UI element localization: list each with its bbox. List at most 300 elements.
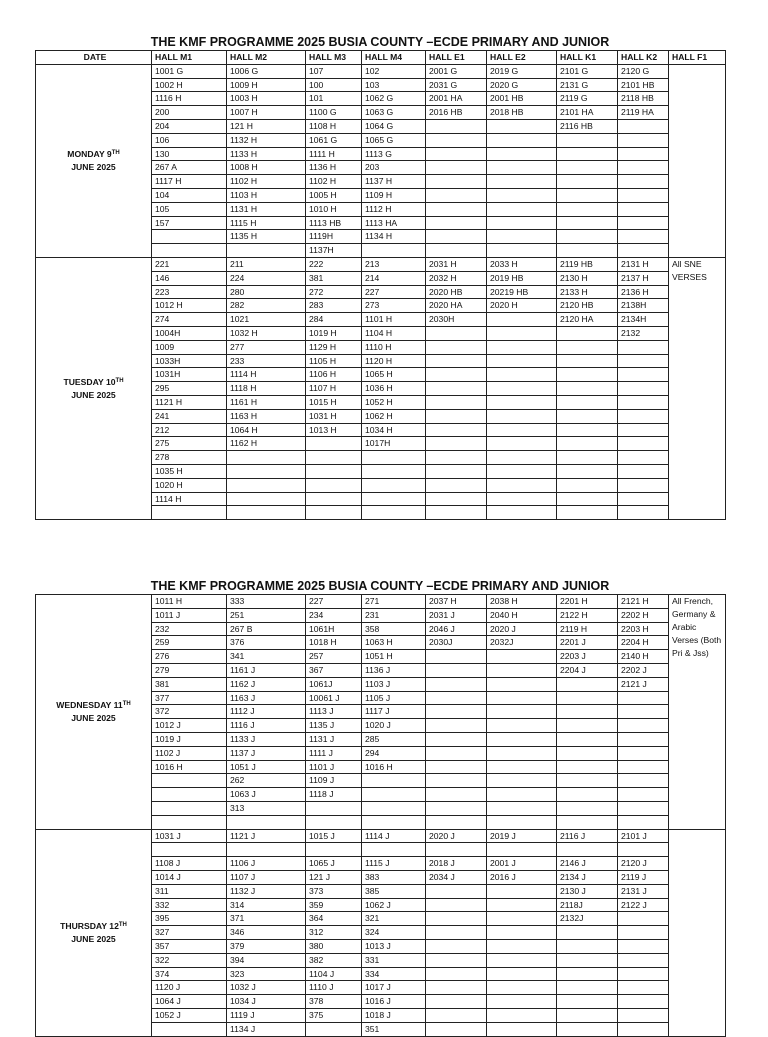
schedule-cell: 341 [227, 650, 306, 664]
schedule-cell [487, 161, 557, 175]
schedule-cell: 2204 H [618, 636, 669, 650]
schedule-cell: 1104 H [362, 326, 426, 340]
schedule-cell: 2101 HB [618, 78, 669, 92]
schedule-cell: 1036 H [362, 382, 426, 396]
schedule-cell [487, 719, 557, 733]
schedule-cell [426, 650, 487, 664]
schedule-cell [426, 732, 487, 746]
schedule-cell: 1131 J [306, 732, 362, 746]
schedule-cell [487, 216, 557, 230]
schedule-cell [618, 147, 669, 161]
schedule-cell: 381 [152, 677, 227, 691]
schedule-cell: 2131 J [618, 884, 669, 898]
schedule-cell: 372 [152, 705, 227, 719]
schedule-cell: 1062 G [362, 92, 426, 106]
schedule-cell: 2134 J [557, 870, 618, 884]
schedule-cell: 1031 H [306, 409, 362, 423]
schedule-cell [306, 478, 362, 492]
schedule-cell: 1102 J [152, 746, 227, 760]
schedule-cell [557, 451, 618, 465]
schedule-cell: 2032J [487, 636, 557, 650]
schedule-cell: 2019 G [487, 64, 557, 78]
schedule-cell: 331 [362, 953, 426, 967]
schedule-cell: 385 [362, 884, 426, 898]
schedule-cell [557, 409, 618, 423]
schedule-cell: 379 [227, 939, 306, 953]
schedule-cell [557, 395, 618, 409]
schedule-cell: 1018 H [306, 636, 362, 650]
schedule-cell: 1032 J [227, 981, 306, 995]
schedule-cell: 295 [152, 382, 227, 396]
schedule-cell: 2119 H [557, 622, 618, 636]
schedule-cell [618, 409, 669, 423]
schedule-cell [487, 478, 557, 492]
schedule-cell [362, 843, 426, 857]
schedule-cell [557, 788, 618, 802]
schedule-cell [306, 451, 362, 465]
schedule-cell [487, 884, 557, 898]
schedule-cell [487, 423, 557, 437]
schedule-cell: 277 [227, 340, 306, 354]
schedule-cell: 223 [152, 285, 227, 299]
schedule-cell: 1110 J [306, 981, 362, 995]
schedule-cell: 1012 H [152, 299, 227, 313]
schedule-cell [487, 788, 557, 802]
date-cell [36, 257, 152, 519]
schedule-cell [426, 663, 487, 677]
schedule-cell: 1106 H [306, 368, 362, 382]
table-row [36, 64, 726, 78]
schedule-cell [487, 313, 557, 327]
schedule-cell: 381 [306, 271, 362, 285]
schedule-cell: 2116 HB [557, 119, 618, 133]
schedule-cell [487, 506, 557, 520]
schedule-cell: 1111 J [306, 746, 362, 760]
schedule-cell [362, 492, 426, 506]
schedule-cell [426, 967, 487, 981]
schedule-cell: 367 [306, 663, 362, 677]
schedule-cell: 322 [152, 953, 227, 967]
schedule-cell: 1052 J [152, 1008, 227, 1022]
schedule-cell [487, 202, 557, 216]
schedule-cell [426, 912, 487, 926]
schedule-cell: 2203 H [618, 622, 669, 636]
schedule-cell [426, 161, 487, 175]
schedule-cell: 274 [152, 313, 227, 327]
schedule-cell [618, 188, 669, 202]
programme-title: THE KMF PROGRAMME 2025 BUSIA COUNTY –ECDE PRIMARY AND JUNIOR [150, 35, 610, 49]
schedule-cell [557, 843, 618, 857]
schedule-cell: 2121 H [618, 595, 669, 609]
schedule-cell: 1161 J [227, 663, 306, 677]
schedule-cell: 1006 G [227, 64, 306, 78]
schedule-cell [426, 451, 487, 465]
schedule-cell [487, 774, 557, 788]
schedule-cell: 1061 G [306, 133, 362, 147]
schedule-cell [618, 926, 669, 940]
schedule-cell: 1163 J [227, 691, 306, 705]
schedule-cell: 359 [306, 898, 362, 912]
schedule-cell [227, 506, 306, 520]
schedule-cell: 2130 J [557, 884, 618, 898]
schedule-cell: 1032 H [227, 326, 306, 340]
day-ordinal-suffix: TH [111, 149, 120, 156]
day-label: THURSDAY 12 [60, 920, 119, 931]
schedule-cell: 321 [362, 912, 426, 926]
schedule-cell [487, 760, 557, 774]
date-cell [36, 595, 152, 830]
schedule-cell: 1003 H [227, 92, 306, 106]
schedule-sheet-1 [35, 34, 725, 520]
schedule-cell: 2132 [618, 326, 669, 340]
schedule-cell: 1110 H [362, 340, 426, 354]
schedule-cell: 1063 J [227, 788, 306, 802]
schedule-cell [487, 395, 557, 409]
schedule-cell: 294 [362, 746, 426, 760]
schedule-cell: 378 [306, 995, 362, 1009]
schedule-cell [426, 801, 487, 815]
schedule-cell [487, 326, 557, 340]
schedule-cell: 2201 J [557, 636, 618, 650]
schedule-cell [557, 202, 618, 216]
schedule-cell: 283 [306, 299, 362, 313]
schedule-cell [487, 953, 557, 967]
schedule-cell: 1019 H [306, 326, 362, 340]
schedule-cell [557, 995, 618, 1009]
schedule-cell: 2020 H [487, 299, 557, 313]
schedule-cell [152, 843, 227, 857]
schedule-cell [426, 354, 487, 368]
programme-title: THE KMF PROGRAMME 2025 BUSIA COUNTY –ECDE PRIMARY AND JUNIOR [150, 579, 610, 593]
schedule-cell: 157 [152, 216, 227, 230]
schedule-cell [487, 230, 557, 244]
schedule-cell: 2131 G [557, 78, 618, 92]
schedule-cell [426, 843, 487, 857]
schedule-cell: 1121 H [152, 395, 227, 409]
schedule-cell [227, 815, 306, 829]
schedule-cell: 2033 H [487, 257, 557, 271]
schedule-cell: 2138H [618, 299, 669, 313]
schedule-cell [426, 119, 487, 133]
hall-f1-note: All SNE VERSES [669, 257, 726, 519]
schedule-cell: 1114 H [227, 368, 306, 382]
schedule-cell: 1031H [152, 368, 227, 382]
schedule-cell [487, 354, 557, 368]
schedule-cell [227, 843, 306, 857]
schedule-cell: 2019 HB [487, 271, 557, 285]
schedule-cell: 383 [362, 870, 426, 884]
schedule-cell: 102 [362, 64, 426, 78]
schedule-cell [618, 340, 669, 354]
schedule-cell: 1017H [362, 437, 426, 451]
schedule-cell: 1118 H [227, 382, 306, 396]
schedule-cell: 1113 J [306, 705, 362, 719]
schedule-cell [618, 175, 669, 189]
schedule-cell: 2201 H [557, 595, 618, 609]
schedule-cell [487, 119, 557, 133]
schedule-cell: 204 [152, 119, 227, 133]
schedule-cell: 1115 H [227, 216, 306, 230]
hall-f1-note [669, 829, 726, 1036]
schedule-cell [487, 732, 557, 746]
schedule-cell [618, 967, 669, 981]
schedule-cell [487, 133, 557, 147]
schedule-cell [426, 133, 487, 147]
schedule-cell [426, 705, 487, 719]
schedule-cell [557, 705, 618, 719]
schedule-cell: 2018 HB [487, 106, 557, 120]
schedule-cell: 1132 H [227, 133, 306, 147]
schedule-cell [487, 663, 557, 677]
schedule-cell: 312 [306, 926, 362, 940]
schedule-cell: 2202 H [618, 608, 669, 622]
schedule-cell: 1051 H [362, 650, 426, 664]
schedule-cell: 311 [152, 884, 227, 898]
schedule-cell [487, 815, 557, 829]
schedule-cell: 2131 H [618, 257, 669, 271]
schedule-cell [487, 492, 557, 506]
schedule-cell: 1033H [152, 354, 227, 368]
schedule-cell [618, 705, 669, 719]
schedule-cell: 1135 J [306, 719, 362, 733]
schedule-cell: 1051 J [227, 760, 306, 774]
schedule-cell: 1013 J [362, 939, 426, 953]
schedule-cell [557, 437, 618, 451]
schedule-cell: 2146 J [557, 857, 618, 871]
schedule-cell [618, 1008, 669, 1022]
schedule-cell [618, 843, 669, 857]
schedule-cell: 1062 J [362, 898, 426, 912]
schedule-cell: 103 [362, 78, 426, 92]
schedule-cell [618, 354, 669, 368]
schedule-cell: 1114 H [152, 492, 227, 506]
schedule-cell: 2122 J [618, 898, 669, 912]
schedule-cell: 314 [227, 898, 306, 912]
schedule-cell: 1105 J [362, 691, 426, 705]
schedule-cell [557, 981, 618, 995]
schedule-cell [618, 244, 669, 258]
schedule-cell: 2120 J [618, 857, 669, 871]
schedule-cell: 2020 HA [426, 299, 487, 313]
schedule-cell [426, 409, 487, 423]
schedule-cell [426, 437, 487, 451]
schedule-cell [618, 815, 669, 829]
schedule-cell [426, 244, 487, 258]
schedule-cell [487, 1022, 557, 1036]
schedule-cell: 200 [152, 106, 227, 120]
schedule-cell: 1118 J [306, 788, 362, 802]
schedule-cell: 1103 J [362, 677, 426, 691]
schedule-cell: 275 [152, 437, 227, 451]
schedule-cell [557, 677, 618, 691]
column-header-hall: HALL M2 [227, 51, 306, 65]
schedule-cell [618, 133, 669, 147]
schedule-cell: 1136 J [362, 663, 426, 677]
schedule-cell: 212 [152, 423, 227, 437]
schedule-cell: 1109 H [362, 188, 426, 202]
schedule-cell: 214 [362, 271, 426, 285]
schedule-cell [557, 161, 618, 175]
schedule-cell: 224 [227, 271, 306, 285]
column-header-hall: HALL M1 [152, 51, 227, 65]
schedule-cell: 231 [362, 608, 426, 622]
schedule-cell: 1116 J [227, 719, 306, 733]
schedule-cell [618, 788, 669, 802]
schedule-cell [618, 691, 669, 705]
schedule-cell: 1161 H [227, 395, 306, 409]
schedule-cell [487, 175, 557, 189]
schedule-cell: 1121 J [227, 829, 306, 843]
schedule-cell: 2101 J [618, 829, 669, 843]
schedule-cell: 1135 H [227, 230, 306, 244]
schedule-cell: 100 [306, 78, 362, 92]
schedule-cell: 203 [362, 161, 426, 175]
schedule-cell [362, 801, 426, 815]
schedule-cell [426, 939, 487, 953]
schedule-cell [557, 1008, 618, 1022]
day-ordinal-suffix: TH [118, 921, 127, 928]
schedule-cell: 2020 J [487, 622, 557, 636]
schedule-cell: 272 [306, 285, 362, 299]
schedule-cell [557, 147, 618, 161]
column-header-hall: HALL E1 [426, 51, 487, 65]
schedule-cell [487, 188, 557, 202]
schedule-cell: 2001 G [426, 64, 487, 78]
schedule-cell [618, 216, 669, 230]
schedule-cell: 1131 H [227, 202, 306, 216]
schedule-cell [618, 437, 669, 451]
schedule-cell: 234 [306, 608, 362, 622]
schedule-cell [227, 244, 306, 258]
schedule-cell [306, 492, 362, 506]
schedule-cell [618, 423, 669, 437]
schedule-cell [362, 788, 426, 802]
schedule-cell: 2132J [557, 912, 618, 926]
schedule-cell [557, 216, 618, 230]
schedule-cell: 1133 J [227, 732, 306, 746]
schedule-cell: 374 [152, 967, 227, 981]
schedule-cell: 285 [362, 732, 426, 746]
schedule-cell: 2040 H [487, 608, 557, 622]
schedule-cell: 213 [362, 257, 426, 271]
column-header-date: DATE [36, 51, 152, 65]
schedule-cell: 2018 J [426, 857, 487, 871]
schedule-cell: 1063 H [362, 636, 426, 650]
schedule-cell: 1015 J [306, 829, 362, 843]
schedule-cell: 1106 J [227, 857, 306, 871]
schedule-cell [487, 705, 557, 719]
schedule-cell [487, 939, 557, 953]
schedule-cell: 1113 HA [362, 216, 426, 230]
schedule-cell [426, 147, 487, 161]
schedule-cell [426, 188, 487, 202]
schedule-cell: 324 [362, 926, 426, 940]
schedule-cell: 2119 J [618, 870, 669, 884]
schedule-cell [618, 119, 669, 133]
schedule-cell [557, 175, 618, 189]
schedule-table [35, 50, 726, 520]
schedule-cell [487, 967, 557, 981]
schedule-cell: 1012 J [152, 719, 227, 733]
schedule-cell: 2038 H [487, 595, 557, 609]
schedule-cell: 2001 HB [487, 92, 557, 106]
schedule-cell [557, 368, 618, 382]
schedule-cell: 2020 G [487, 78, 557, 92]
schedule-cell: 1064 J [152, 995, 227, 1009]
schedule-cell [426, 898, 487, 912]
schedule-cell [487, 451, 557, 465]
schedule-cell: 271 [362, 595, 426, 609]
hall-f1-note [669, 64, 726, 257]
schedule-cell: 1031 J [152, 829, 227, 843]
schedule-cell [557, 326, 618, 340]
schedule-cell [426, 175, 487, 189]
schedule-cell: 121 J [306, 870, 362, 884]
schedule-cell: 2019 J [487, 829, 557, 843]
schedule-cell [426, 464, 487, 478]
schedule-cell: 1111 H [306, 147, 362, 161]
schedule-cell: 1115 J [362, 857, 426, 871]
schedule-cell: 323 [227, 967, 306, 981]
schedule-cell: 276 [152, 650, 227, 664]
schedule-cell [152, 774, 227, 788]
schedule-cell: 1020 J [362, 719, 426, 733]
schedule-cell: 2119 G [557, 92, 618, 106]
schedule-cell: 2119 HB [557, 257, 618, 271]
schedule-cell: 267 A [152, 161, 227, 175]
table-row [36, 595, 726, 609]
schedule-cell: 313 [227, 801, 306, 815]
schedule-cell [306, 843, 362, 857]
schedule-cell [487, 801, 557, 815]
schedule-cell: 2203 J [557, 650, 618, 664]
schedule-cell [618, 719, 669, 733]
schedule-cell: 1120 H [362, 354, 426, 368]
schedule-cell [487, 340, 557, 354]
schedule-cell [487, 147, 557, 161]
day-label: WEDNESDAY 11 [56, 699, 123, 710]
schedule-cell [152, 801, 227, 815]
schedule-cell [618, 451, 669, 465]
schedule-cell [426, 382, 487, 396]
schedule-cell [362, 815, 426, 829]
schedule-cell: 2034 J [426, 870, 487, 884]
schedule-cell: 2120 HA [557, 313, 618, 327]
schedule-cell: 2020 HB [426, 285, 487, 299]
schedule-cell: 1134 J [227, 1022, 306, 1036]
schedule-cell [487, 244, 557, 258]
schedule-cell [426, 884, 487, 898]
schedule-cell [362, 464, 426, 478]
schedule-cell [306, 815, 362, 829]
schedule-cell [426, 746, 487, 760]
schedule-cell [487, 464, 557, 478]
schedule-cell [618, 939, 669, 953]
header-row [36, 51, 726, 65]
schedule-cell: 2133 H [557, 285, 618, 299]
schedule-cell [426, 677, 487, 691]
schedule-cell: 1117 J [362, 705, 426, 719]
schedule-cell: 1002 H [152, 78, 227, 92]
schedule-cell: 334 [362, 967, 426, 981]
schedule-cell [487, 691, 557, 705]
schedule-cell: 380 [306, 939, 362, 953]
day-ordinal-suffix: TH [115, 377, 124, 384]
schedule-cell: 279 [152, 663, 227, 677]
schedule-cell: 2016 HB [426, 106, 487, 120]
schedule-cell: 10061 J [306, 691, 362, 705]
schedule-cell [618, 732, 669, 746]
